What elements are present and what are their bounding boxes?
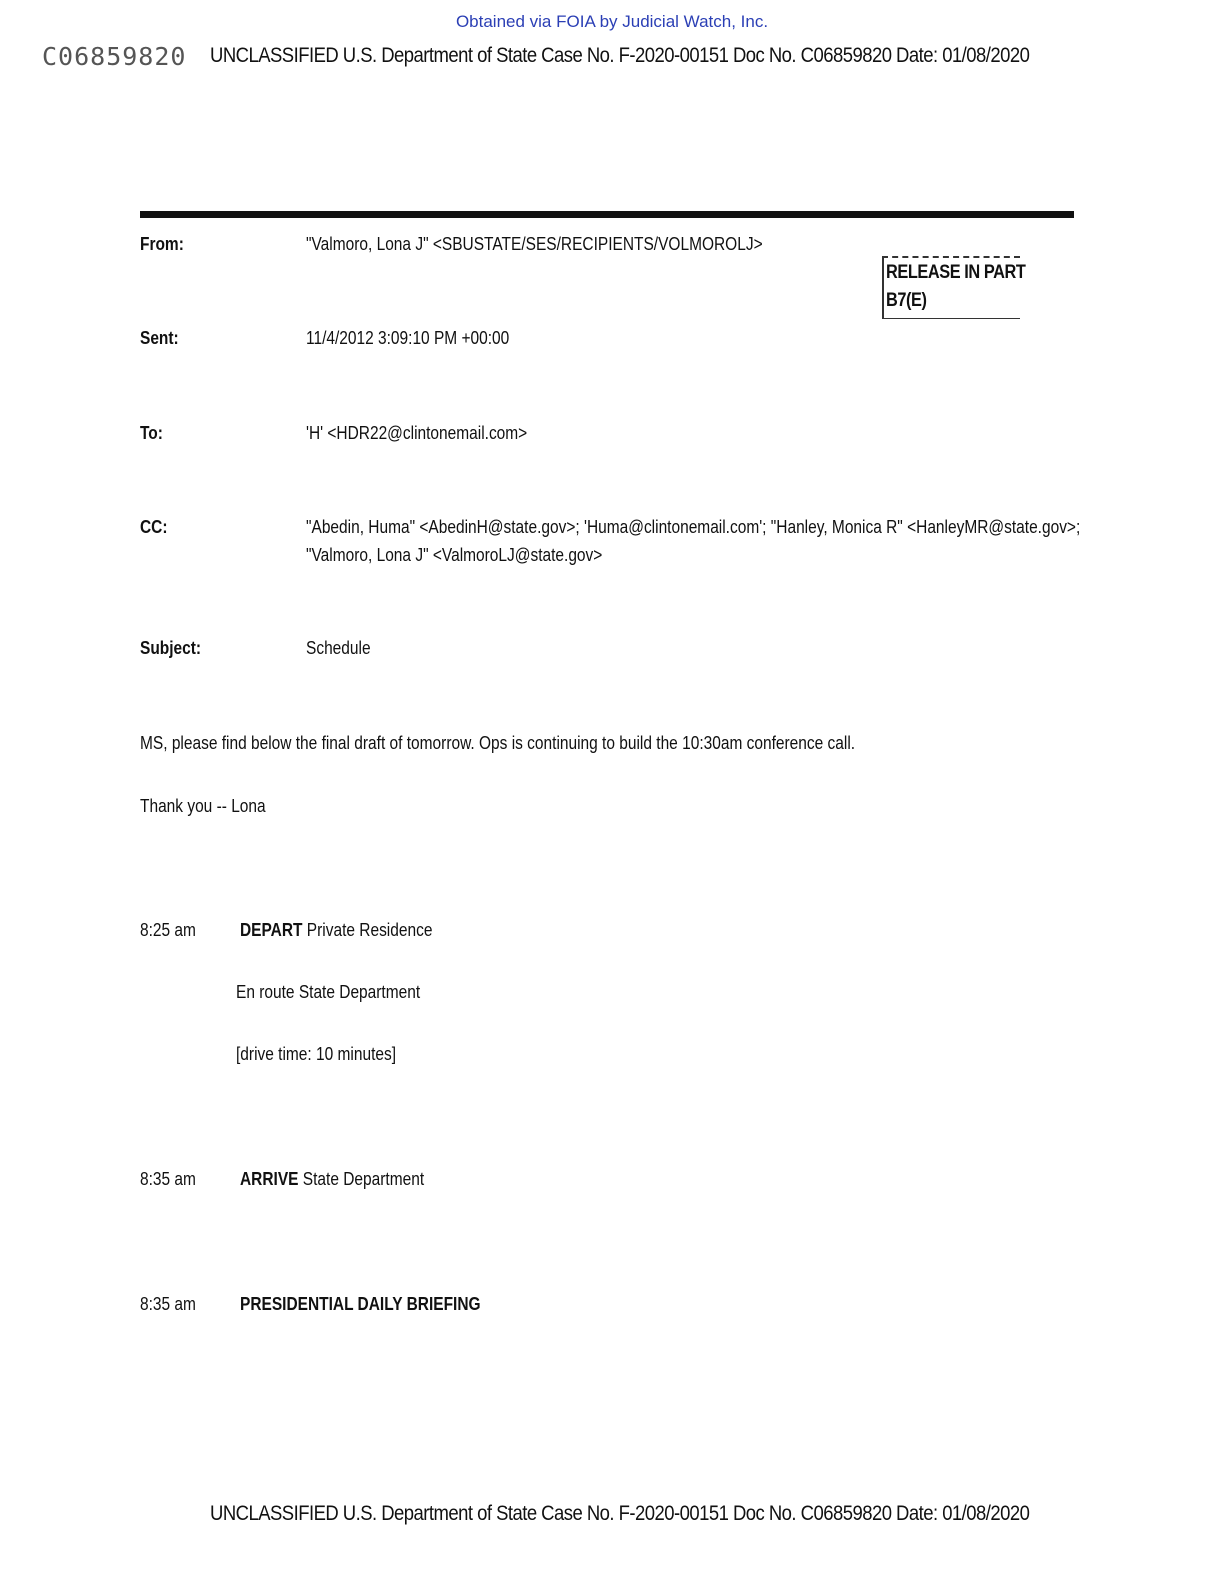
sent-label: Sent: — [140, 328, 179, 348]
schedule-action: ARRIVE — [240, 1169, 299, 1189]
schedule-time: 8:35 am — [140, 1294, 196, 1314]
cc-value-line1: "Abedin, Huma" <AbedinH@state.gov>; 'Huma@clintonemail.com'; "Hanley, Monica R" <HanleyMR@state.gov>; — [306, 517, 1081, 537]
header-rule — [140, 211, 1074, 218]
classification-header: UNCLASSIFIED U.S. Department of State Case No. F-2020-00151 Doc No. C06859820 Date: 01/08/2020 — [210, 44, 1030, 67]
schedule-place: State Department — [298, 1169, 425, 1189]
document-id: C06859820 — [42, 42, 187, 71]
classification-footer: UNCLASSIFIED U.S. Department of State Case No. F-2020-00151 Doc No. C06859820 Date: 01/08/2020 — [210, 1502, 1030, 1525]
schedule-time: 8:35 am — [140, 1169, 196, 1189]
from-value: "Valmoro, Lona J" <SBUSTATE/SES/RECIPIENTS/VOLMOROLJ> — [306, 234, 763, 254]
cc-value-line2: "Valmoro, Lona J" <ValmoroLJ@state.gov> — [306, 545, 603, 565]
to-label: To: — [140, 423, 163, 443]
from-label: From: — [140, 234, 184, 254]
schedule-action: DEPART — [240, 920, 303, 940]
release-stamp — [882, 256, 1026, 319]
schedule-place: Private Residence — [302, 920, 433, 940]
message-signoff: Thank you -- Lona — [140, 796, 266, 816]
foia-watermark: Obtained via FOIA by Judicial Watch, Inc. — [455, 12, 769, 31]
release-stamp-line1: RELEASE IN PART — [886, 262, 1026, 283]
schedule-time: 8:25 am — [140, 920, 196, 940]
schedule-event — [240, 1169, 424, 1190]
sent-value: 11/4/2012 3:09:10 PM +00:00 — [306, 328, 510, 348]
schedule-detail: En route State Department — [236, 982, 421, 1002]
schedule-detail: [drive time: 10 minutes] — [236, 1044, 397, 1064]
schedule-event — [240, 920, 432, 941]
to-value: 'H' <HDR22@clintonemail.com> — [306, 423, 528, 443]
cc-label: CC: — [140, 517, 168, 537]
release-stamp-line2: B7(E) — [886, 290, 927, 311]
message-body-line1: MS, please find below the final draft of tomorrow. Ops is continuing to build the 10:30am conference call. — [140, 733, 856, 753]
schedule-event — [240, 1294, 481, 1315]
subject-value: Schedule — [306, 638, 371, 658]
schedule-action: PRESIDENTIAL DAILY BRIEFING — [240, 1294, 481, 1314]
subject-label: Subject: — [140, 638, 202, 658]
